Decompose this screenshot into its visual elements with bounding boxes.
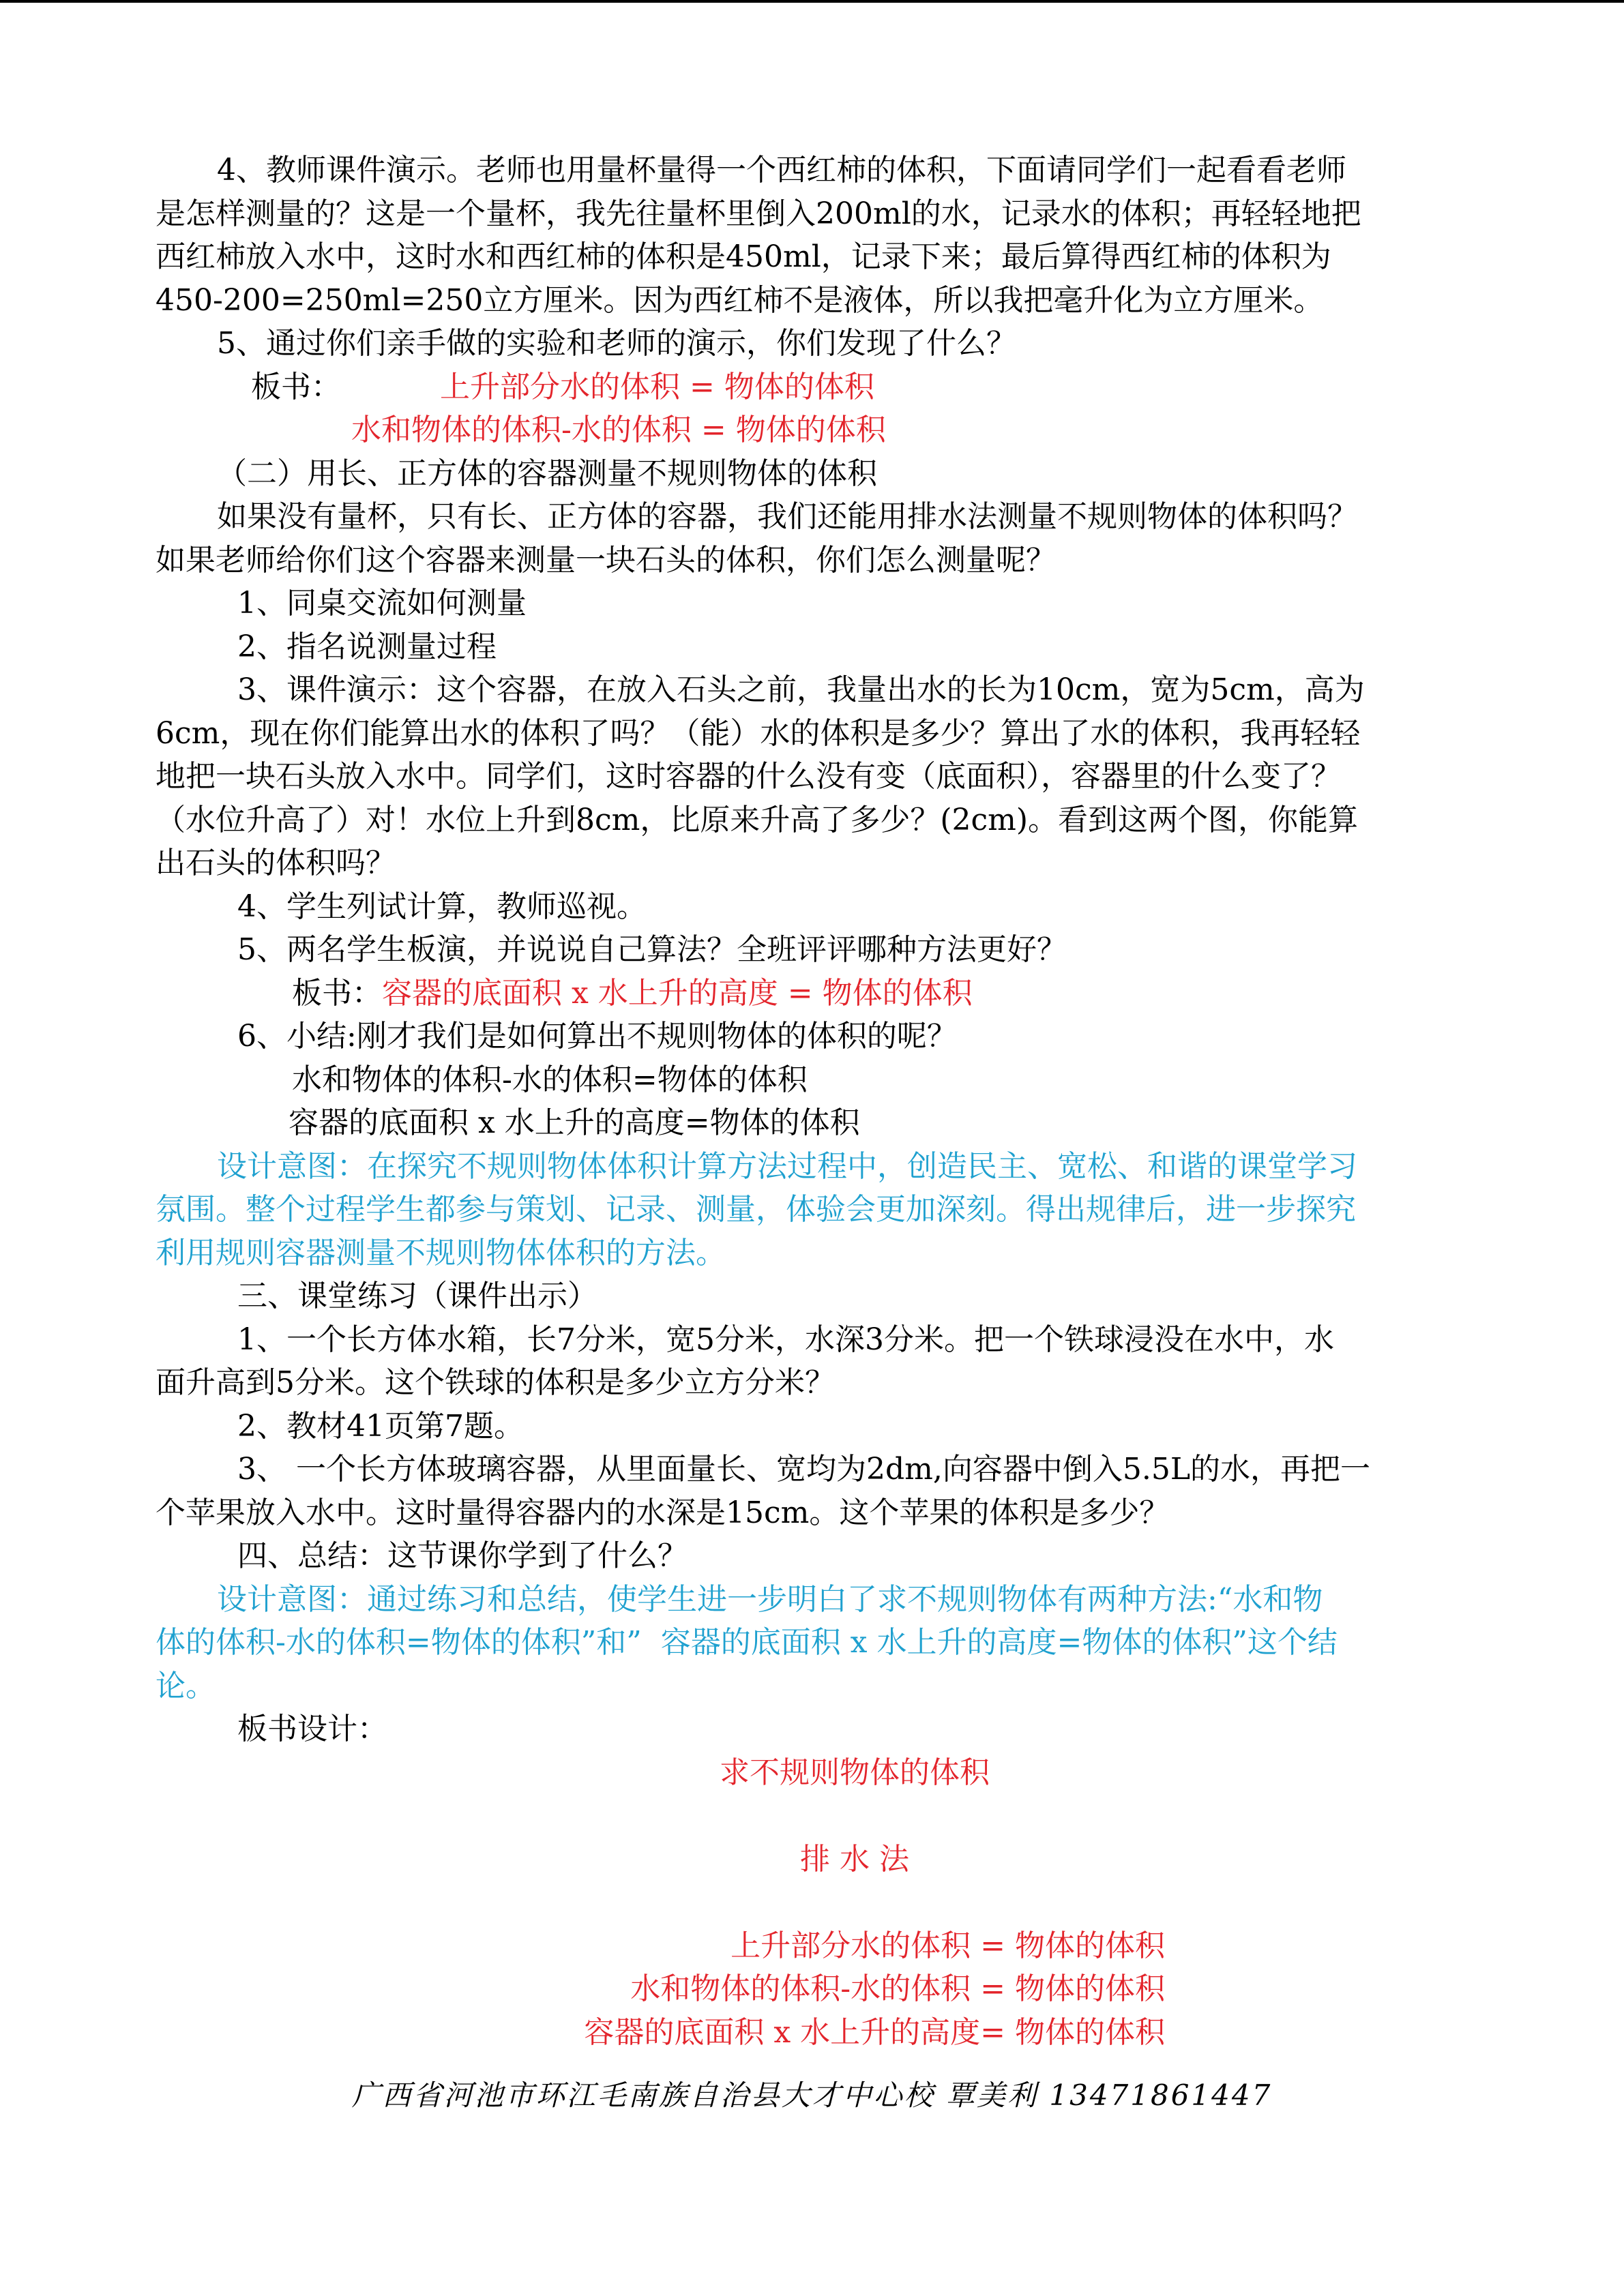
- paragraph-line: 是怎样测量的？这是一个量杯，我先往量杯里倒入200ml的水，记录水的体积；再轻轻地把: [156, 196, 1361, 231]
- spacer: [156, 1794, 1472, 1838]
- formula-text: 水和物体的体积-水的体积 = 物体的体积: [351, 413, 886, 447]
- board-note-line: [156, 366, 1472, 409]
- section-heading: 四、总结：这节课你学到了什么？: [237, 1538, 688, 1573]
- exercise-line: 1、一个长方体水箱，长7分米，宽5分米，水深3分米。把一个铁球浸没在水中，水: [237, 1322, 1334, 1357]
- summary-formula: 水和物体的体积-水的体积=物体的体积: [292, 1062, 808, 1097]
- paragraph-line: （水位升高了）对！水位上升到8cm，比原来升高了多少？(2cm)。看到这两个图，你能算: [156, 802, 1359, 837]
- formula-text: 容器的底面积 x 水上升的高度 = 物体的体积: [382, 975, 973, 1011]
- design-note-line: 论。: [156, 1668, 216, 1703]
- paragraph-line: 4、教师课件演示。老师也用量杯量得一个西红柿的体积，下面请同学们一起看看老师: [217, 153, 1346, 188]
- list-item: 5、两名学生板演，并说说自己算法？全班评评哪种方法更好？: [237, 932, 1067, 967]
- board-label: 板书：: [292, 975, 382, 1011]
- paragraph-line: 如果老师给你们这个容器来测量一块石头的体积，你们怎么测量呢？: [156, 542, 1056, 578]
- list-item: 6、小结:刚才我们是如何算出不规则物体的体积的呢？: [237, 1019, 957, 1054]
- board-title: 求不规则物体的体积: [720, 1755, 990, 1790]
- paragraph-line: 5、通过你们亲手做的实验和老师的演示，你们发现了什么？: [217, 326, 1016, 361]
- section-heading: （二）用长、正方体的容器测量不规则物体的体积: [217, 456, 877, 491]
- paragraph-line: 6cm，现在你们能算出水的体积了吗？（能）水的体积是多少？算出了水的体积，我再轻轻: [156, 715, 1361, 751]
- formula-text: 上升部分水的体积 = 物体的体积: [440, 369, 874, 404]
- design-note-line: 设计意图：通过练习和总结，使学生进一步明白了求不规则物体有两种方法:“水和物: [217, 1581, 1323, 1617]
- list-item: 2、指名说测量过程: [237, 629, 497, 664]
- list-item: 3、课件演示：这个容器，在放入石头之前，我量出水的长为10cm，宽为5cm，高为: [237, 672, 1365, 707]
- formula-line: [156, 408, 1472, 452]
- design-note-line: 设计意图：在探究不规则物体体积计算方法过程中，创造民主、宽松、和谐的课堂学习: [217, 1148, 1357, 1184]
- design-note-line: 氛围。整个过程学生都参与策划、记录、测量，体验会更加深刻。得出规律后，进一步探究: [156, 1192, 1356, 1227]
- exercise-line: 面升高到5分米。这个铁球的体积是多少立方分米？: [156, 1365, 835, 1400]
- board-label: 板书：: [251, 369, 341, 404]
- design-note-line: 利用规则容器测量不规则物体体积的方法。: [156, 1235, 726, 1270]
- board-design-label: 板书设计：: [237, 1712, 387, 1746]
- board-formula: 容器的底面积 x 水上升的高度= 物体的体积: [584, 2014, 1165, 2050]
- paragraph-line: 地把一块石头放入水中。同学们，这时容器的什么没有变（底面积），容器里的什么变了？: [156, 759, 1341, 794]
- design-note-line: 体的体积-水的体积=物体的体积”和” 容器的底面积 x 水上升的高度=物体的体积”这个结: [156, 1625, 1338, 1660]
- list-item: 1、同桌交流如何测量: [237, 586, 527, 621]
- board-formula: 上升部分水的体积 = 物体的体积: [730, 1928, 1165, 1963]
- paragraph-line: 出石头的体积吗？: [156, 846, 396, 880]
- board-formula: 水和物体的体积-水的体积 = 物体的体积: [630, 1971, 1165, 2006]
- list-item: 4、学生列试计算，教师巡视。: [237, 889, 647, 924]
- author-footer: 广西省河池市环江毛南族自治县大才中心校 覃美利 13471861447: [351, 2078, 1273, 2112]
- lesson-plan-page: [156, 149, 1472, 2054]
- top-border-line: [0, 0, 1624, 3]
- paragraph-line: 450-200=250ml=250立方厘米。因为西红柿不是液体，所以我把毫升化为立方厘米。: [156, 282, 1324, 318]
- exercise-line: 3、 一个长方体玻璃容器，从里面量长、宽均为2dm,向容器中倒入5.5L的水，再把一: [237, 1452, 1371, 1487]
- spacer: [156, 1881, 1472, 1924]
- exercise-line: 2、教材41页第7题。: [237, 1408, 524, 1444]
- board-method: 排 水 法: [800, 1841, 909, 1877]
- paragraph-line: 西红柿放入水中，这时水和西红柿的体积是450ml，记录下来；最后算得西红柿的体积为: [156, 239, 1331, 274]
- summary-formula: 容器的底面积 x 水上升的高度=物体的体积: [289, 1105, 860, 1140]
- exercise-line: 个苹果放入水中。这时量得容器内的水深是15cm。这个苹果的体积是多少？: [156, 1495, 1170, 1530]
- section-heading: 三、课堂练习（课件出示）: [237, 1279, 597, 1313]
- board-note-line: [156, 972, 1472, 1015]
- paragraph-line: 如果没有量杯，只有长、正方体的容器，我们还能用排水法测量不规则物体的体积吗？: [217, 499, 1357, 534]
